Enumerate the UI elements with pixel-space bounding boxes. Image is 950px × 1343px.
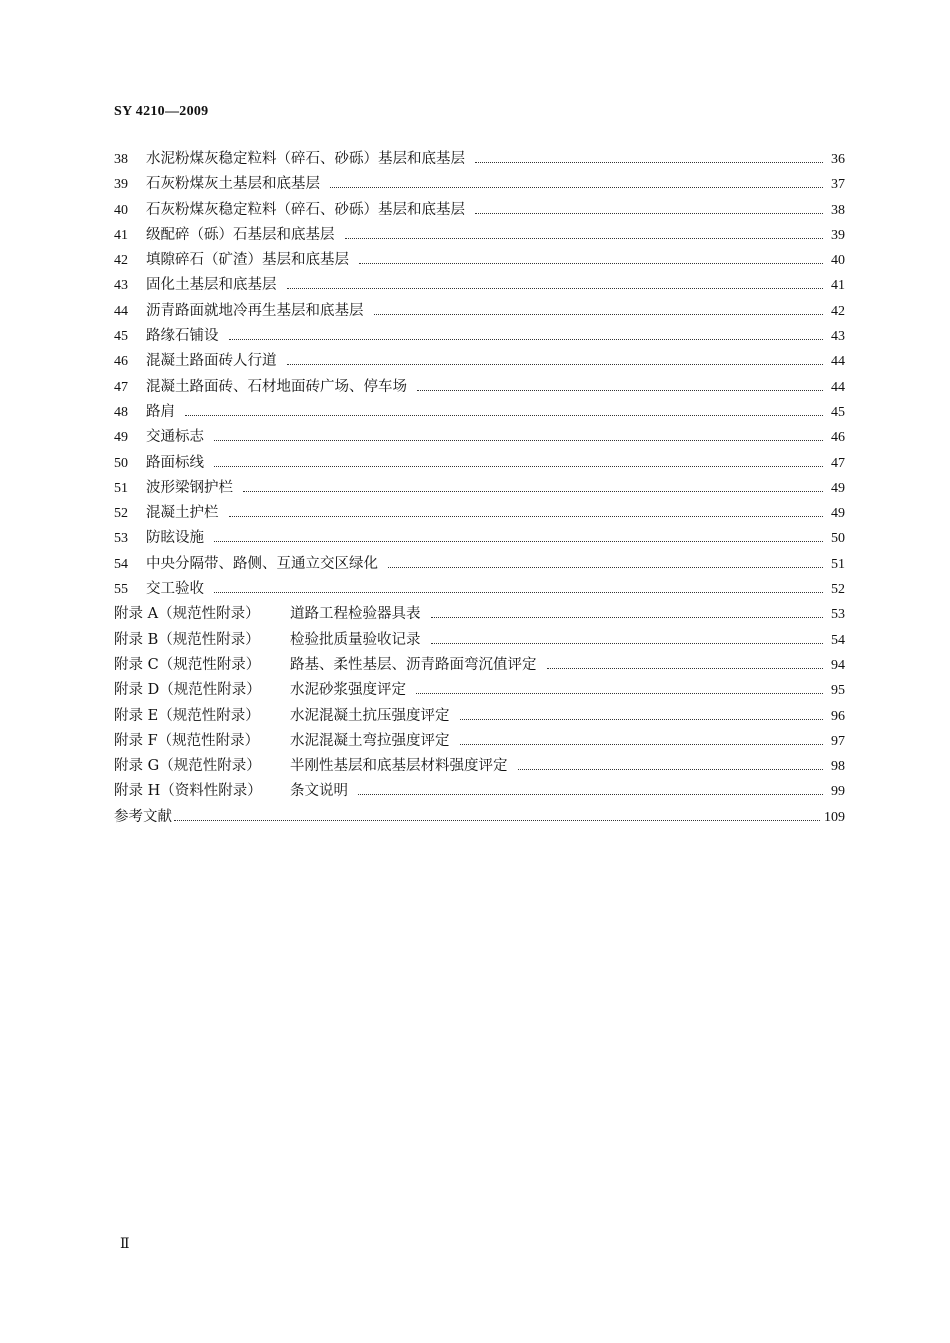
toc-entry-page: 97 [831,733,845,749]
toc-entry-number: 41 [114,227,128,243]
dot-leader [518,769,824,770]
page-number: Ⅱ [120,1237,130,1252]
toc-entry-title: 级配碎（砾）石基层和底基层 [146,226,335,243]
toc-entry[interactable] [114,198,845,223]
dot-leader [431,617,824,618]
toc-entry[interactable] [114,273,845,298]
toc-entry[interactable] [114,299,845,324]
toc-entry-title: 水泥砂浆强度评定 [290,682,406,699]
toc-entry-page: 94 [831,657,845,673]
toc-entry-references[interactable] [114,805,845,830]
appendix-entries [114,602,845,804]
toc-appendix-entry[interactable] [114,602,845,627]
toc-entry[interactable] [114,147,845,172]
toc-entry-title: 沥青路面就地冷再生基层和底基层 [146,302,364,319]
toc-appendix-entry[interactable] [114,754,845,779]
toc-entry-title: 路肩 [146,403,175,420]
dot-leader [214,592,823,593]
toc-entry-number: 40 [114,202,128,218]
toc-entry[interactable] [114,425,845,450]
dot-leader [345,238,824,239]
dot-leader [330,187,823,188]
toc-entry[interactable] [114,324,845,349]
toc-entry-number: 49 [114,430,128,446]
dot-leader [214,440,823,441]
toc-appendix-entry[interactable] [114,704,845,729]
toc-appendix-entry[interactable] [114,729,845,754]
toc-entry-title: 半刚性基层和底基层材料强度评定 [290,758,508,775]
dot-leader [287,364,824,365]
toc-entry[interactable] [114,526,845,551]
toc-entry-page: 109 [824,809,845,825]
appendix-label: 附录 E（规范性附录） [114,707,260,724]
dot-leader [185,415,823,416]
dot-leader [229,339,824,340]
toc-entry-page: 40 [831,253,845,269]
toc-entry-number: 53 [114,531,128,547]
appendix-label: 附录 H（资料性附录） [114,783,262,800]
toc-entry-title: 固化土基层和底基层 [146,277,277,294]
toc-entry-page: 42 [831,303,845,319]
appendix-label: 附录 A（规范性附录） [114,606,260,623]
toc-entry[interactable] [114,577,845,602]
dot-leader [243,491,823,492]
dot-leader [460,719,824,720]
toc-entry-page: 39 [831,227,845,243]
toc-entry[interactable] [114,476,845,501]
toc-entry-title: 混凝土路面砖人行道 [146,353,277,370]
toc-entry-title: 石灰粉煤灰土基层和底基层 [146,176,320,193]
dot-leader [174,820,820,821]
toc-entry-page: 41 [831,278,845,294]
toc-entry[interactable] [114,501,845,526]
toc-entry-page: 44 [831,354,845,370]
toc-entry[interactable] [114,375,845,400]
toc-entry[interactable] [114,349,845,374]
dot-leader [475,162,823,163]
toc-entry-number: 45 [114,329,128,345]
appendix-label: 附录 G（规范性附录） [114,758,261,775]
toc-entry-number: 39 [114,177,128,193]
toc-entry-number: 38 [114,152,128,167]
toc-entry-page: 44 [831,379,845,395]
toc-entry-number: 43 [114,278,128,294]
dot-leader [287,288,824,289]
toc-entry-page: 99 [831,784,845,800]
toc-entry-title: 道路工程检验器具表 [290,606,421,623]
toc-entry-title: 防眩设施 [146,530,204,547]
toc-entry-title: 路面标线 [146,454,204,471]
dot-leader [460,744,824,745]
dot-leader [416,693,823,694]
appendix-label: 附录 C（规范性附录） [114,656,261,673]
toc-entry-title: 条文说明 [290,783,348,800]
dot-leader [547,668,824,669]
toc-entry-number: 48 [114,404,128,420]
toc-entry-title: 中央分隔带、路侧、互通立交区绿化 [146,555,378,572]
toc-entry[interactable] [114,172,845,197]
toc-entry-page: 43 [831,329,845,345]
dot-leader [359,263,823,264]
toc-entry-title: 水泥混凝土抗压强度评定 [290,707,450,724]
toc-entry-title: 路缘石铺设 [146,328,219,345]
toc-entry-page: 52 [831,582,845,598]
toc-entry-page: 47 [831,455,845,471]
numbered-entries [114,147,845,602]
toc-entry-page: 98 [831,759,845,775]
toc-entry-title: 混凝土护栏 [146,505,219,522]
toc-entry-page: 36 [831,152,845,167]
toc-entry-title: 检验批质量验收记录 [290,631,421,648]
toc-entry-page: 49 [831,506,845,522]
table-of-contents [114,147,845,830]
toc-entry-title: 交工验收 [146,581,204,598]
toc-entry-number: 44 [114,303,128,319]
toc-entry-page: 37 [831,177,845,193]
appendix-label: 附录 D（规范性附录） [114,682,261,699]
toc-entry[interactable] [114,400,845,425]
toc-entry-page: 54 [831,632,845,648]
toc-entry-number: 46 [114,354,128,370]
toc-entry-number: 47 [114,379,128,395]
dot-leader [214,466,823,467]
toc-entry-title: 混凝土路面砖、石材地面砖广场、停车场 [146,378,407,395]
toc-appendix-entry[interactable] [114,779,845,804]
toc-entry-page: 95 [831,683,845,699]
toc-entry-number: 54 [114,556,128,572]
toc-entry-page: 51 [831,556,845,572]
toc-entry[interactable] [114,552,845,577]
appendix-label: 附录 B（规范性附录） [114,631,260,648]
toc-entry-page: 49 [831,480,845,496]
toc-appendix-entry[interactable] [114,628,845,653]
toc-entry-title: 交通标志 [146,429,204,446]
toc-entry-title: 石灰粉煤灰稳定粒料（碎石、砂砾）基层和底基层 [146,201,465,218]
toc-entry-number: 50 [114,455,128,471]
toc-entry[interactable] [114,248,845,273]
toc-entry-title: 参考文献 [114,808,172,825]
toc-entry-page: 45 [831,404,845,420]
toc-appendix-entry[interactable] [114,653,845,678]
toc-entry-title: 填隙碎石（矿渣）基层和底基层 [146,252,349,269]
dot-leader [417,390,823,391]
toc-entry-number: 51 [114,480,128,496]
toc-entry-page: 38 [831,202,845,218]
toc-entry-page: 50 [831,531,845,547]
dot-leader [475,213,823,214]
toc-entry-page: 46 [831,430,845,446]
toc-entry-title: 路基、柔性基层、沥青路面弯沉值评定 [290,656,537,673]
dot-leader [374,314,824,315]
toc-appendix-entry[interactable] [114,678,845,703]
dot-leader [431,643,824,644]
toc-entry-number: 42 [114,253,128,269]
dot-leader [214,541,823,542]
toc-entry-page: 53 [831,607,845,623]
toc-entry-number: 52 [114,506,128,522]
toc-entry-title: 水泥混凝土弯拉强度评定 [290,732,450,749]
dot-leader [358,794,823,795]
toc-entry[interactable] [114,451,845,476]
dot-leader [229,516,824,517]
toc-entry-title: 波形梁钢护栏 [146,479,233,496]
document-code: SY 4210—2009 [114,104,209,119]
toc-entry-title: 水泥粉煤灰稳定粒料（碎石、砂砾）基层和底基层 [146,151,465,167]
toc-entry-number: 55 [114,582,128,598]
dot-leader [388,567,823,568]
toc-entry-page: 96 [831,708,845,724]
toc-entry[interactable] [114,223,845,248]
appendix-label: 附录 F（规范性附录） [114,732,260,749]
